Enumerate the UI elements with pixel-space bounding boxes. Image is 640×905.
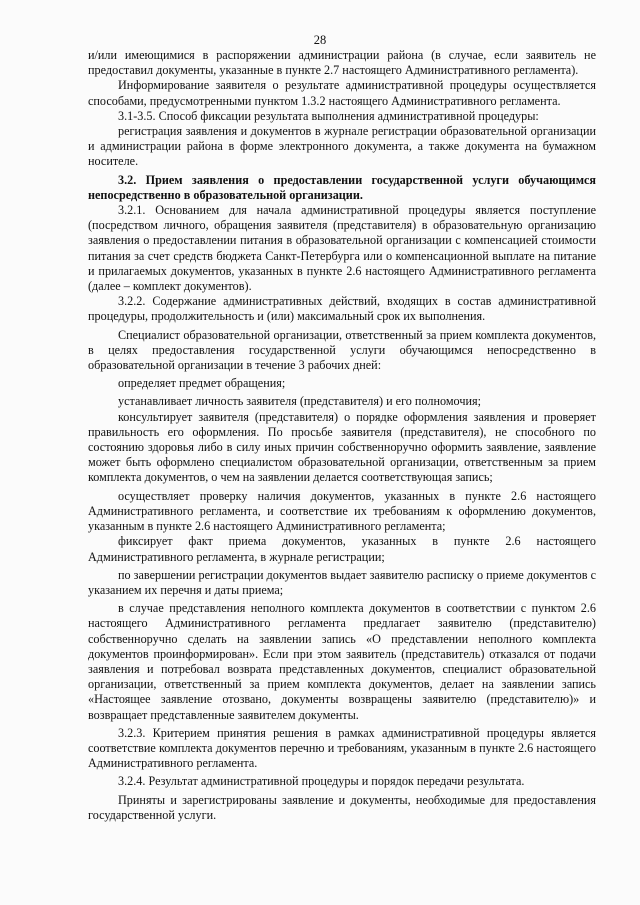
- document-body: [88, 48, 596, 823]
- paragraph: Приняты и зарегистрированы заявление и документы, необходимые для предоставления государственной услуги.: [88, 792, 596, 822]
- paragraph: 3.2.4. Результат административной процедуры и порядок передачи результата.: [118, 774, 525, 789]
- list-item: фиксирует факт приема документов, указанных в пункте 2.6 настоящего Административного регламента, в журнале регистрации;: [88, 534, 596, 564]
- list-item: устанавливает личность заявителя (представителя) и его полномочия;: [118, 394, 481, 409]
- paragraph: 3.2.2. Содержание административных действий, входящих в состав административной процедуры, продолжительность и (или) максимальный срок их выполнения.: [88, 294, 596, 324]
- paragraph: 3.2.3. Критерием принятия решения в рамках административной процедуры является соответствие комплекта документов перечню и требованиям, указанным в пункте 2.6 настоящего Административного регламента.: [88, 725, 596, 771]
- list-item: в случае представления неполного комплекта документов в соответствии с пунктом 2.6 настоящего Административного регламента предлагает заявителю (представителю) собственноручно сделать на заявлении запись «О представлении неполного комплекта документов проинформирован». Если при этом заявитель (представитель) отказался от подачи заявления и потребовал возврата представленных документов, специалист образовательной организации, ответственный за прием комплекта документов, делает на заявлении запись «Настоящее заявление отозвано, документы возвращены заявителю (представителю)» и возвращает представленные заявителем документы.: [88, 601, 596, 722]
- page-number: 28: [313, 33, 327, 47]
- list-item: по завершении регистрации документов выдает заявителю расписку о приеме документов с указанием их перечня и даты приема;: [88, 567, 596, 597]
- list-item: осуществляет проверку наличия документов, указанных в пункте 2.6 настоящего Административного регламента, и соответствие их требованиям к оформлению документов, указанным в пункте 2.6 настоящего Административного регламента;: [88, 488, 596, 534]
- paragraph: Информирование заявителя о результате административной процедуры осуществляется способами, предусмотренными пунктом 1.3.2 настоящего Административного регламента.: [88, 78, 596, 108]
- paragraph: Специалист образовательной организации, ответственный за прием комплекта документов, в целях предоставления государственной услуги обучающимся непосредственно в образовательной организации в течение 3 рабочих дней:: [88, 327, 596, 373]
- list-item: определяет предмет обращения;: [118, 376, 286, 391]
- paragraph: 3.2.1. Основанием для начала административной процедуры является поступление (посредством личного, обращения заявителя (представителя) в образовательную организацию заявления о предоставлении питания в образовательной организации с компенсацией стоимости питания за счет средств бюджета Санкт-Петербурга или о компенсационной выплате на питание и прилагаемых документов, указанных в пункте 2.6 настоящего Административного регламента (далее – комплект документов).: [88, 203, 596, 294]
- section-heading: 3.2. Прием заявления о предоставлении государственной услуги обучающимся непосредственно в образовательной организации.: [88, 172, 596, 202]
- paragraph: и/или имеющимися в распоряжении администрации района (в случае, если заявитель не предоставил документы, указанные в пункте 2.7 настоящего Административного регламента).: [88, 48, 596, 78]
- list-item: консультирует заявителя (представителя) о порядке оформления заявления и проверяет правильность его оформления. По просьбе заявителя (представителя), не способного по состоянию здоровья либо в силу иных причин собственноручно оформить заявление, заявление может быть оформлено специалистом образовательной организации, ответственным за прием комплекта документов, о чем на заявлении делается соответствующая запись;: [88, 409, 596, 485]
- paragraph: регистрация заявления и документов в журнале регистрации образовательной организации и администрации района в форме электронного документа, а также документа на бумажном носителе.: [88, 124, 596, 169]
- paragraph: 3.1-3.5. Способ фиксации результата выполнения административной процедуры:: [118, 108, 539, 123]
